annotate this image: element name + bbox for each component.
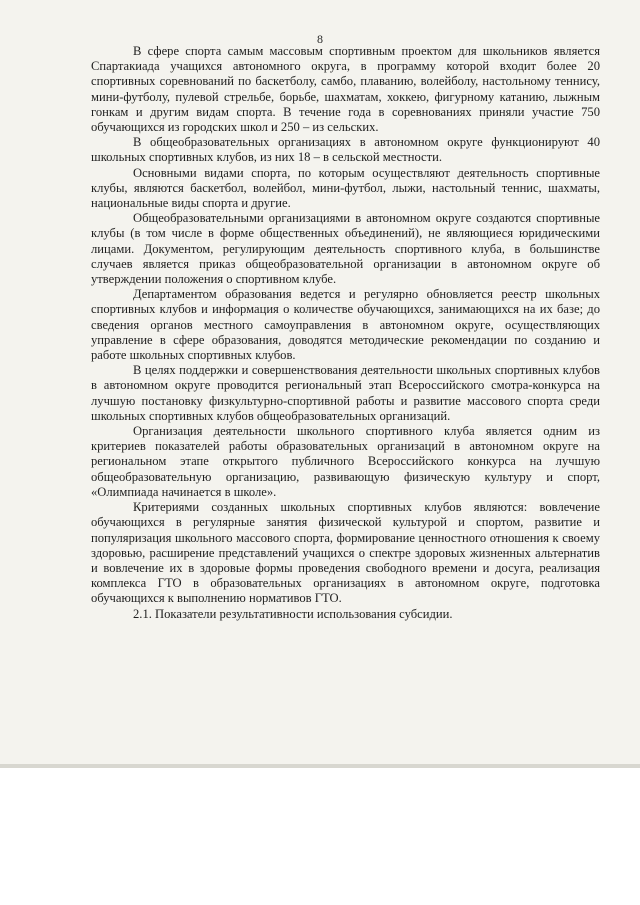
paragraph-support: В целях поддержки и совершенствования деятельности школьных спортивных клубов в автономном округе проводится региональный этап Всероссийского смотра-конкурса на лучшую постановку физкультурно-спортивной работы и развитие массового спорта среди школьных спортивных клубов общеобразовательных организаций. (91, 363, 600, 423)
page-number: 8 (317, 32, 323, 46)
document-body (91, 44, 600, 622)
section-heading-2-1: 2.1. Показатели результативности использования субсидии. (133, 606, 453, 621)
blank-margin (0, 772, 640, 905)
paragraph-sport-types: Основными видами спорта, по которым осуществляют деятельность спортивные клубы, являются баскетбол, волейбол, мини-футбол, лыжи, настольный теннис, шахматы, национальные виды спорта и другие. (91, 165, 600, 211)
paragraph-spartakiada: В сфере спорта самым массовым спортивным проектом для школьников является Спартакиада учащихся автономного округа, в программу которой входит более 20 спортивных соревнований по баскетболу, самбо, плаванию, волейболу, настольному теннису, мини-футболу, пулевой стрельбе, борьбе, шахматам, хоккею, фигурному катанию, лыжным гонкам и другим видам спорта. В течение года в соревнованиях приняли участие 750 обучающихся из городских школ и 250 – из сельских. (91, 44, 600, 135)
paragraph-criteria-organization: Организация деятельности школьного спортивного клуба является одним из критериев показателей работы образовательных организаций в автономном округе на региональном этапе открытого публичного Всероссийского конкурса на лучшую общеобразовательную организацию, развивающую физическую культуру и спорт, «Олимпиада начинается в школе». (91, 424, 600, 499)
paragraph-club-criteria: Критериями созданных школьных спортивных клубов являются: вовлечение обучающихся в регулярные занятия физической культурой и спортом, развитие и популяризация школьного массового спорта, формирование ценностного отношения к своему здоровью, расширение представлений учащихся о спектре здоровых жизненных альтернатив и вовлечение их в здоровые формы проведения свободного времени и досуга, реализация комплекса ГТО в образовательных организациях в автономном округе, подготовка обучающихся к выполнению нормативов ГТО. (91, 500, 600, 606)
paragraph-school-clubs-count: В общеобразовательных организациях в автономном округе функционируют 40 школьных спортивных клубов, из них 18 – в сельской местности. (91, 135, 600, 165)
paragraph-club-creation: Общеобразовательными организациями в автономном округе создаются спортивные клубы (в том числе в форме общественных объединений), не являющиеся юридическими лицами. Документом, регулирующим деятельность спортивного клуба, в большинстве случаев является приказ общеобразовательной организации в автономном округе об утверждении положения о спортивном клубе. (91, 211, 600, 287)
paragraph-registry: Департаментом образования ведется и регулярно обновляется реестр школьных спортивных клубов и информация о количестве обучающихся, занимающихся на их базе; до сведения органов местного самоуправления в автономном округе, осуществляющих управление в сфере образования, доводятся методические рекомендации по созданию и работе школьных спортивных клубов. (91, 287, 600, 363)
